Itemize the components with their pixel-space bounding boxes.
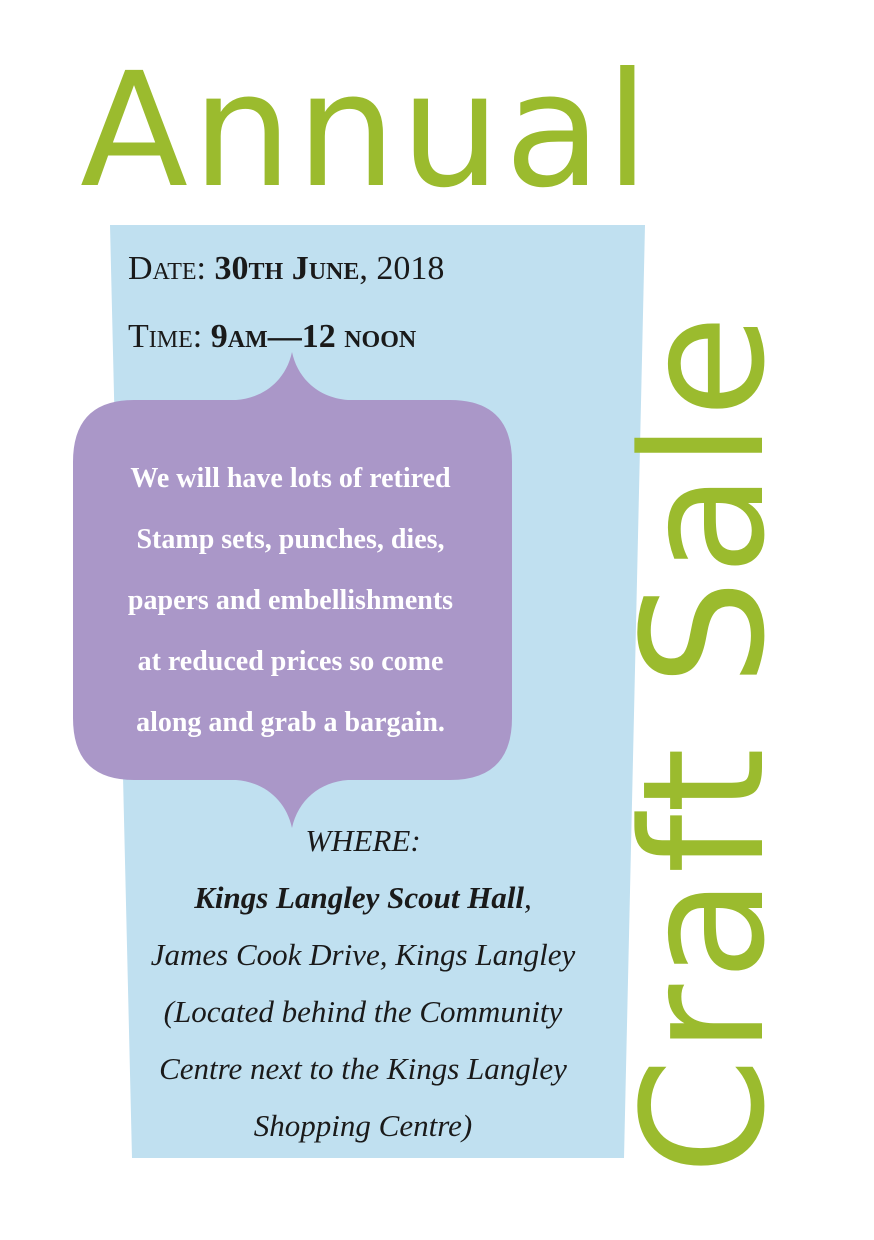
venue-line [128,869,598,926]
bubble-line: papers and embellishments [127,585,454,616]
bubble-line: We will have lots of retired [130,463,451,494]
title-craft-sale: Craft Sale [606,310,802,1175]
bubble-line: Stamp sets, punches, dies, [136,524,445,555]
location-note-line: Shopping Centre) [253,1108,473,1143]
time-value: 9am—12 noon [210,318,417,355]
title-annual: Annual [80,39,654,223]
where-heading: WHERE: [305,823,421,858]
where-section [128,812,598,1154]
location-note-line: Centre next to the Kings Langley [159,1051,567,1086]
date-year: , 2018 [359,250,445,287]
venue-name: Kings Langley Scout Hall [194,880,525,915]
bubble-line: along and grab a bargain. [136,707,445,738]
bubble-line: at reduced prices so come [137,646,444,677]
time-line [128,318,416,356]
bubble-message [88,448,493,753]
address-line: James Cook Drive, Kings Langley [150,937,576,972]
date-line [128,250,444,288]
date-month: June [291,250,360,287]
location-note-line: (Located behind the Community [163,994,563,1029]
time-label: Time: [128,318,203,355]
venue-suffix: , [524,880,532,915]
date-day: 30th [214,250,284,287]
date-label: Date: [128,250,206,287]
